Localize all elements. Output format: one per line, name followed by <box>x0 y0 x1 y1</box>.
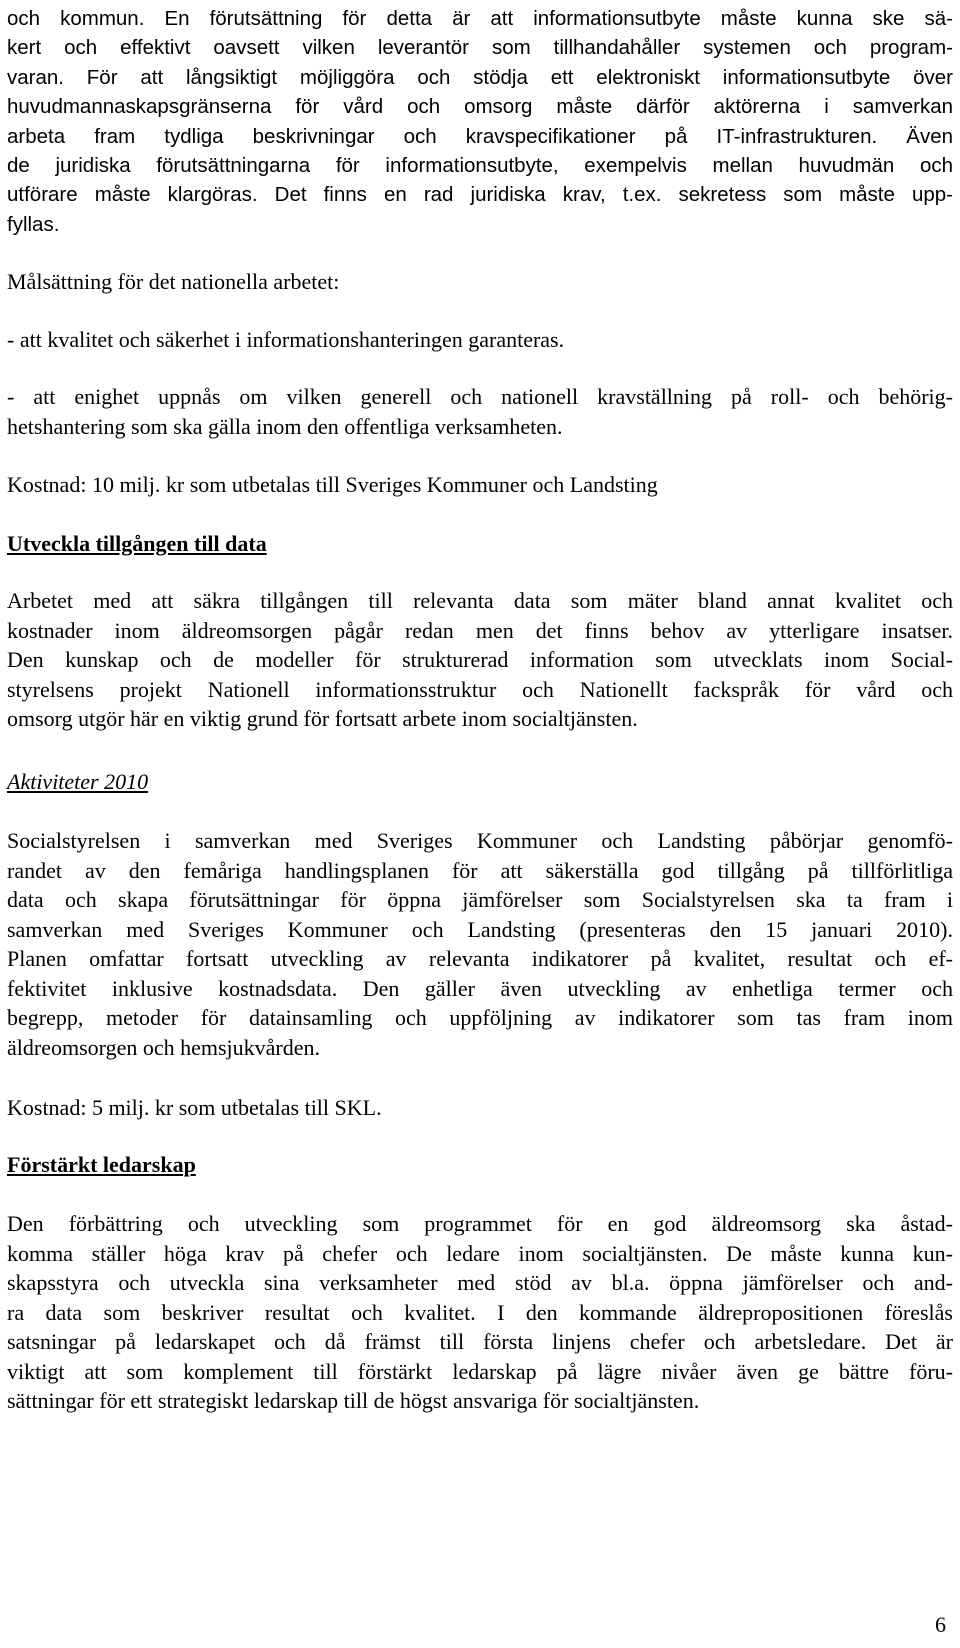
data-para-line: styrelsens projekt Nationell informationsstruktur och Nationellt fackspråk för vård och <box>7 676 953 702</box>
activities-para-line: äldreomsorgen och hemsjukvården. <box>7 1034 321 1060</box>
intro-line: fyllas. <box>7 212 60 236</box>
intro-line: de juridiska förutsättningarna för informationsutbyte, exempelvis mellan huvudmän och <box>7 154 953 177</box>
goal-2-line: - att enighet uppnås om vilken generell och nationell kravställning på roll- och behörig- <box>7 384 953 409</box>
leadership-para-line: Den förbättring och utveckling som programmet för en god äldreomsorg ska åstad- <box>7 1211 953 1236</box>
activities-para-line: Planen omfattar fortsatt utveckling av relevanta indikatorer på kvalitet, resultat och ef- <box>7 946 953 971</box>
data-para-line: kostnader inom äldreomsorgen pågår redan men det finns behov av ytterligare insatser. <box>7 617 953 643</box>
heading-data-line <box>7 529 267 559</box>
activities-heading-text: Aktiviteter 2010 <box>7 769 149 794</box>
goal-title-line: Målsättning för det nationella arbetet: <box>7 269 340 294</box>
activities-para-line: data och skapa förutsättningar för öppna jämförelser som Socialstyrelsen ska ta fram i <box>7 887 953 912</box>
activities-para-line: fektivitet inklusive kostnadsdata. Den gäller även utveckling av enhetliga termer och <box>7 975 953 1001</box>
data-para-line: Arbetet med att säkra tillgången till relevanta data som mäter bland annat kvalitet och <box>7 588 953 613</box>
activities-para-line: begrepp, metoder för datainsamling och uppföljning av indikatorer som tas fram inom <box>7 1005 953 1030</box>
leadership-para-line: skapsstyra och utveckla sina verksamheter med stöd av bl.a. öppna jämförelser och and- <box>7 1270 953 1295</box>
page-number: 6 <box>935 1612 946 1637</box>
cost-2-line: Kostnad: 5 milj. kr som utbetalas till SKL. <box>7 1095 382 1120</box>
leadership-para-line: viktigt att som komplement till förstärkt ledarskap på lägre nivåer även ge bättre föru- <box>7 1358 953 1384</box>
goal-1-line: - att kvalitet och säkerhet i informationshanteringen garanteras. <box>7 327 565 352</box>
intro-line: kert och effektivt oavsett vilken leverantör som tillhandahåller systemen och program- <box>7 36 953 60</box>
data-para-line: Den kunskap och de modeller för strukturerad information som utvecklats inom Social- <box>7 647 953 673</box>
goal-2-line: hetshantering som ska gälla inom den offentliga verksamheten. <box>7 413 563 439</box>
data-para-line: omsorg utgör här en viktig grund för fortsatt arbete inom socialtjänsten. <box>7 706 638 732</box>
heading-leadership-line <box>7 1150 196 1180</box>
activities-para-line: samverkan med Sveriges Kommuner och Landsting (presenteras den 15 januari 2010). <box>7 916 953 942</box>
leadership-para-line: sättningar för ett strategiskt ledarskap till de högst ansvariga för socialtjänsten. <box>7 1388 700 1413</box>
leadership-para-line: ra data som beskriver resultat och kvalitet. I den kommande äldrepropositionen föreslås <box>7 1299 953 1325</box>
leadership-para-line: satsningar på ledarskapet och då främst till första linjens chefer och arbetsledare. Det är <box>7 1329 953 1354</box>
activities-heading-line <box>7 767 148 797</box>
intro-line: huvudmannaskapsgränserna för vård och omsorg måste därför aktörerna i samverkan <box>7 95 953 119</box>
cost-1-line: Kostnad: 10 milj. kr som utbetalas till Sveriges Kommuner och Landsting <box>7 472 658 497</box>
intro-line: och kommun. En förutsättning för detta är att informationsutbyte måste kunna ske sä- <box>7 7 953 30</box>
activities-para-line: Socialstyrelsen i samverkan med Sveriges Kommuner och Landsting påbörjar genomfö- <box>7 828 953 853</box>
heading-data-text: Utveckla tillgången till data <box>7 531 267 556</box>
intro-line: arbeta fram tydliga beskrivningar och kravspecifikationer på IT-infrastrukturen. Även <box>7 124 953 148</box>
intro-line: varan. För att långsiktigt möjliggöra och stödja ett elektroniskt informationsutbyte över <box>7 65 953 89</box>
heading-leadership-text: Förstärkt ledarskap <box>7 1152 196 1177</box>
leadership-para-line: komma ställer höga krav på chefer och ledare inom socialtjänsten. De måste kunna kun- <box>7 1240 953 1266</box>
activities-para-line: randet av den femåriga handlingsplanen för att säkerställa god tillgång på tillförlitliga <box>7 857 953 883</box>
intro-line: utförare måste klargöras. Det finns en rad juridiska krav, t.ex. sekretess som måste upp- <box>7 183 953 207</box>
